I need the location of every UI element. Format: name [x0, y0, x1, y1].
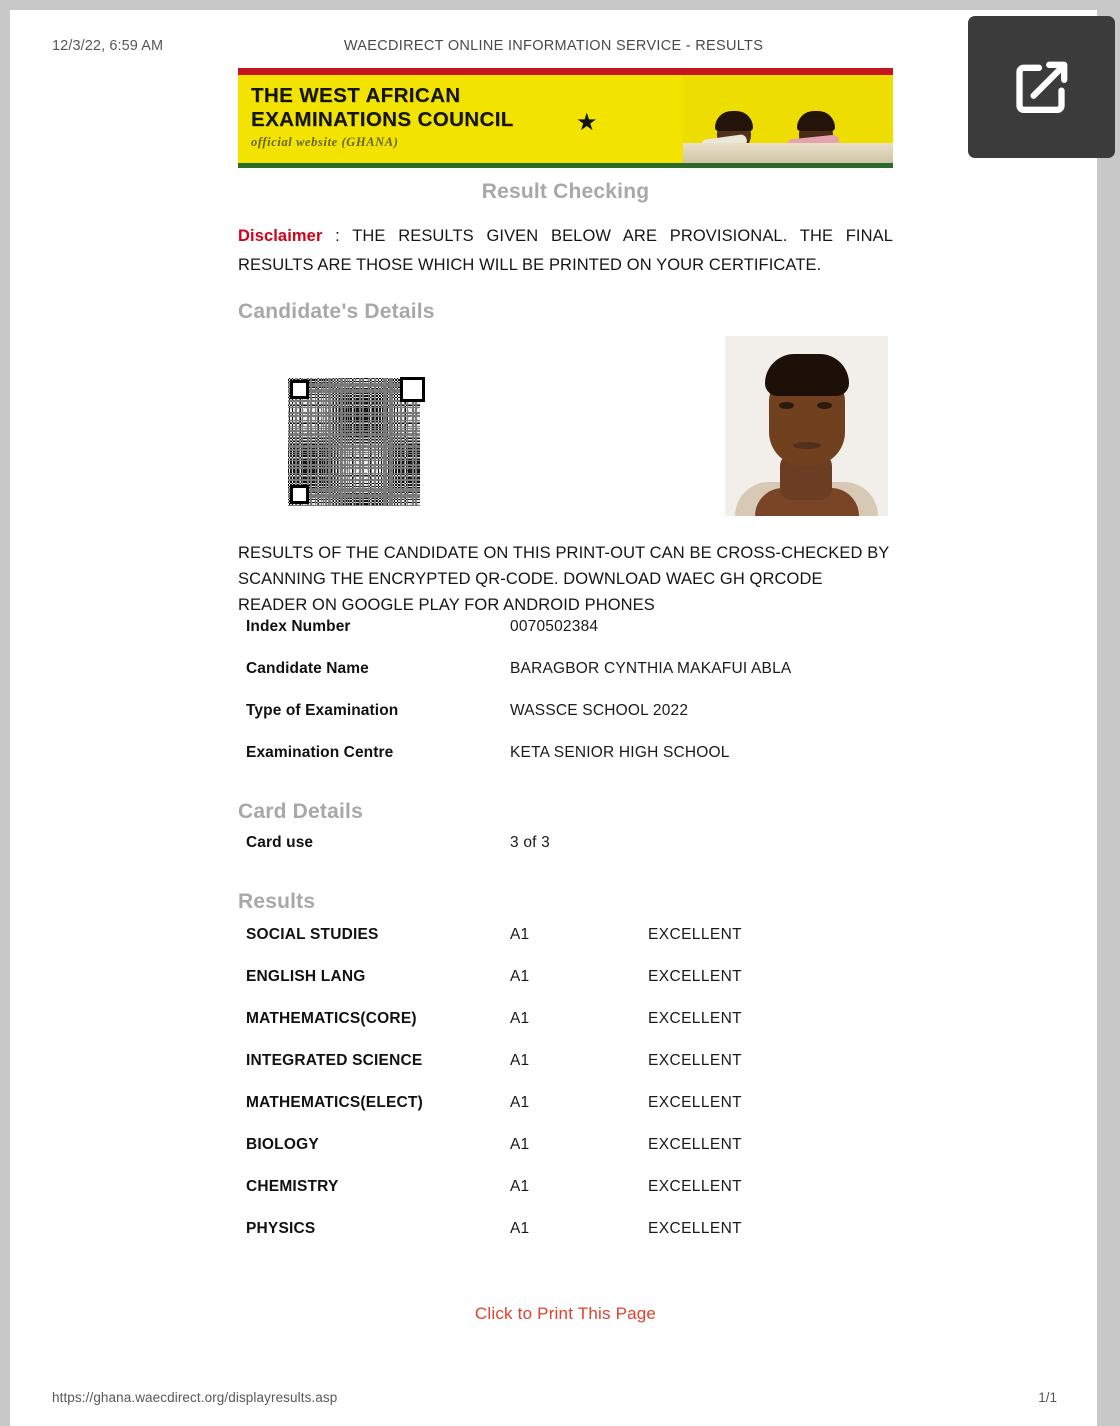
result-grade: A1 — [510, 1136, 530, 1153]
result-remark: EXCELLENT — [648, 1094, 743, 1111]
print-footer-page-number: 1/1 — [1038, 1390, 1057, 1405]
result-grade: A1 — [510, 968, 530, 985]
candidate-media-row — [238, 336, 893, 536]
section-title-card-details: Card Details — [238, 800, 363, 823]
disclaimer-label: Disclaimer — [238, 227, 323, 245]
detail-label: Candidate Name — [246, 660, 369, 677]
table-row — [238, 1220, 893, 1262]
banner-students-photo — [683, 75, 893, 163]
result-remark: EXCELLENT — [648, 1052, 743, 1069]
candidate-details-list — [238, 618, 893, 786]
print-header-title: WAECDIRECT ONLINE INFORMATION SERVICE - RESULTS — [343, 38, 764, 54]
printed-page-sheet — [10, 10, 1097, 1426]
result-grade: A1 — [510, 1052, 530, 1069]
print-footer-url: https://ghana.waecdirect.org/displayresults.asp — [52, 1390, 338, 1405]
disclaimer-separator: : — [322, 227, 353, 245]
detail-label: Index Number — [246, 618, 351, 635]
candidate-photo — [725, 336, 888, 516]
section-title-candidates-details: Candidate's Details — [238, 300, 435, 323]
result-remark: EXCELLENT — [648, 1136, 743, 1153]
result-subject: MATHEMATICS(CORE) — [246, 1010, 417, 1027]
detail-label: Examination Centre — [246, 744, 394, 761]
waec-banner — [238, 68, 893, 168]
open-external-button[interactable] — [968, 16, 1115, 158]
open-external-icon — [1006, 51, 1078, 123]
result-subject: CHEMISTRY — [246, 1178, 339, 1195]
table-row — [238, 1094, 893, 1136]
result-remark: EXCELLENT — [648, 968, 743, 985]
print-header — [10, 38, 1097, 60]
result-subject: INTEGRATED SCIENCE — [246, 1052, 423, 1069]
detail-value: KETA SENIOR HIGH SCHOOL — [510, 744, 730, 761]
table-row — [238, 1052, 893, 1094]
result-subject: PHYSICS — [246, 1220, 316, 1237]
waec-banner-text — [251, 84, 514, 150]
qr-notice-text: RESULTS OF THE CANDIDATE ON THIS PRINT-OUT CAN BE CROSS-CHECKED BY SCANNING THE ENCRYPTED QR-CODE. DOWNLOAD WAEC GH QRCODE READER ON GOOGLE PLAY FOR ANDROID PHONES — [238, 544, 890, 614]
detail-row — [238, 618, 893, 660]
result-remark: EXCELLENT — [648, 1220, 743, 1237]
disclaimer — [238, 222, 893, 280]
detail-row — [238, 702, 893, 744]
waec-banner-line1: THE WEST AFRICAN — [251, 84, 461, 107]
result-remark: EXCELLENT — [648, 1178, 743, 1195]
result-grade: A1 — [510, 1220, 530, 1237]
star-icon: ★ — [576, 109, 598, 136]
result-subject: BIOLOGY — [246, 1136, 319, 1153]
disclaimer-text: THE RESULTS GIVEN BELOW ARE PROVISIONAL. THE FINAL RESULTS ARE THOSE WHICH WILL BE PRINTED ON YOUR CERTIFICATE. — [238, 227, 893, 274]
document-body — [238, 68, 893, 1324]
result-grade: A1 — [510, 1094, 530, 1111]
detail-row — [238, 834, 893, 876]
result-grade: A1 — [510, 1010, 530, 1027]
detail-value: WASSCE SCHOOL 2022 — [510, 702, 689, 719]
detail-label: Card use — [246, 834, 314, 851]
result-remark: EXCELLENT — [648, 926, 743, 943]
section-title-results: Results — [238, 890, 316, 913]
results-table — [238, 926, 893, 1262]
result-subject: SOCIAL STUDIES — [246, 926, 379, 943]
detail-row — [238, 660, 893, 702]
card-details-list — [238, 834, 893, 876]
detail-row — [238, 744, 893, 786]
print-page-link[interactable]: Click to Print This Page — [474, 1304, 657, 1323]
detail-value: 0070502384 — [510, 618, 599, 635]
qr-code — [288, 378, 420, 506]
table-row — [238, 1178, 893, 1220]
waec-banner-line2: EXAMINATIONS COUNCIL — [251, 108, 514, 131]
result-grade: A1 — [510, 1178, 530, 1195]
table-row — [238, 1010, 893, 1052]
result-grade: A1 — [510, 926, 530, 943]
page-title: Result Checking — [481, 180, 650, 203]
result-remark: EXCELLENT — [648, 1010, 743, 1027]
table-row — [238, 1136, 893, 1178]
print-footer — [10, 1390, 1097, 1410]
result-subject: MATHEMATICS(ELECT) — [246, 1094, 423, 1111]
detail-value: 3 of 3 — [510, 834, 550, 851]
detail-value: BARAGBOR CYNTHIA MAKAFUI ABLA — [510, 660, 792, 677]
table-row — [238, 926, 893, 968]
detail-label: Type of Examination — [246, 702, 399, 719]
result-subject: ENGLISH LANG — [246, 968, 366, 985]
waec-banner-line3: official website (GHANA) — [251, 135, 399, 149]
print-header-date: 12/3/22, 6:59 AM — [52, 38, 164, 54]
table-row — [238, 968, 893, 1010]
